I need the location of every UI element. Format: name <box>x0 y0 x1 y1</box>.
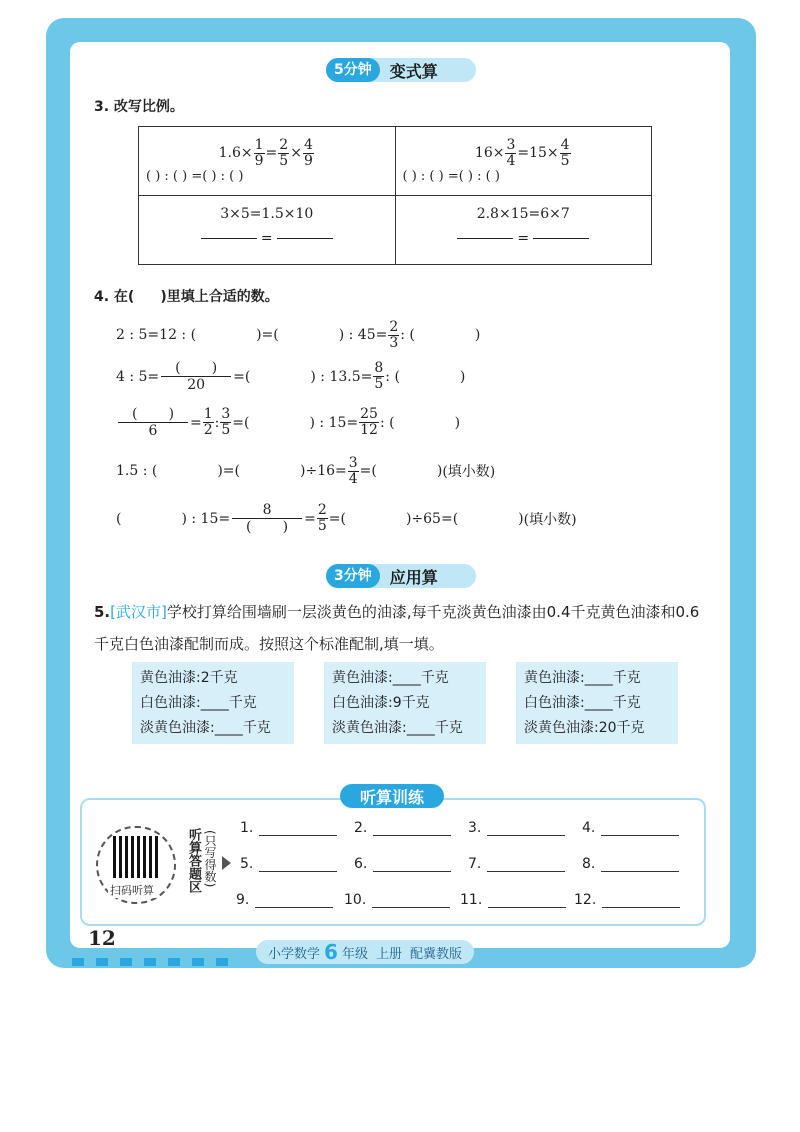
section-title: 应用算 <box>389 567 438 587</box>
decor-dash <box>168 958 180 966</box>
paint-box-3: 黄色油漆:____千克 白色油漆:____千克 淡黄色油漆:20千克 <box>516 662 678 744</box>
ratio-cell-4: 2.8×15=6×7 = <box>395 196 652 265</box>
answer-slot[interactable]: 1. <box>240 820 337 836</box>
ratio-blanks[interactable]: ( ) : ( ) =( ) : ( ) <box>402 168 500 184</box>
section-title: 变式算 <box>389 61 438 81</box>
answer-slot[interactable]: 4. <box>582 820 679 836</box>
answer-slot[interactable]: 8. <box>582 856 679 872</box>
paint-box-1: 黄色油漆:2千克 白色油漆:____千克 淡黄色油漆:____千克 <box>132 662 294 744</box>
ratio-table <box>138 126 652 265</box>
region-tag: [武汉市] <box>110 603 167 621</box>
equation-row-5: ( ) : 15= $\frac{8}{( )}$ = $\frac{2}{5}$ =( )÷65=( ) (填小数) <box>116 502 577 535</box>
time-badge: 5分钟 <box>326 58 380 82</box>
answer-slot[interactable]: 5. <box>240 856 337 872</box>
question-4-label: 4. 在( )里填上合适的数。 <box>94 289 279 305</box>
ratio-cell-3: 3×5=1.5×10 = <box>139 196 396 265</box>
equation-row-2: 4 : 5= $\frac{( )}{20}$ =( ) : 13.5= $\frac{8}{5}$ : ( ) <box>116 360 466 393</box>
equation-row-3: $\frac{( )}{6}$ = $\frac{1}{2}$ : $\frac{3}{5}$ =( ) : 15= $\frac{25}{12}$ : ( ) <box>116 406 460 439</box>
decor-dash <box>120 958 132 966</box>
equation-row-1: 2 : 5=12 : ( )=( ) : 45= $\frac{2}{3}$ : ( ) <box>116 319 481 351</box>
section-header-mental <box>326 58 476 82</box>
decor-dash <box>216 958 228 966</box>
page-number: 12 <box>88 926 116 950</box>
answer-slot[interactable]: 11. <box>460 892 566 908</box>
decor-dash <box>96 958 108 966</box>
answer-slot[interactable]: 10. <box>344 892 450 908</box>
decor-dash <box>144 958 156 966</box>
book-footer: 小学数学 6 年级 上册 配冀教版 <box>256 940 474 964</box>
answer-slot[interactable]: 3. <box>468 820 565 836</box>
answer-slot[interactable]: 9. <box>236 892 333 908</box>
question-5-text: 5.[武汉市]学校打算给围墙刷一层淡黄色的油漆,每千克淡黄色油漆由0.4千克黄色油漆和0.6千克白色油漆配制而成。按照这个标准配制,填一填。 <box>94 603 700 653</box>
qr-icon <box>113 836 159 878</box>
answer-slot[interactable]: 7. <box>468 856 565 872</box>
answer-hint: (只写得数) <box>203 830 217 888</box>
ratio-cell-1: 1.6× $\frac{1}{9}$ = $\frac{2}{5}$ × $\frac{4}{9}$ ( ) : ( ) =( ) : ( ) <box>139 127 396 196</box>
arrow-icon <box>222 856 231 870</box>
section-header-applied <box>326 564 476 588</box>
answer-slot[interactable]: 12. <box>574 892 680 908</box>
ratio-blanks[interactable]: ( ) : ( ) =( ) : ( ) <box>146 168 244 184</box>
answer-slot[interactable]: 2. <box>354 820 451 836</box>
paint-box-2: 黄色油漆:____千克 白色油漆:9千克 淡黄色油漆:____千克 <box>324 662 486 744</box>
time-badge: 3分钟 <box>326 564 380 588</box>
listening-title: 听算训练 <box>340 784 444 808</box>
qr-code[interactable]: 扫码听算 <box>96 826 176 904</box>
question-3-label: 3. 改写比例。 <box>94 99 184 115</box>
ratio-cell-2: 16× $\frac{3}{4}$ =15× $\frac{4}{5}$ ( ) : ( ) =( ) : ( ) <box>395 127 652 196</box>
decor-dash <box>192 958 204 966</box>
equation-row-4: 1.5 : ( )=( )÷16= $\frac{3}{4}$ =( ) (填小数) <box>116 455 496 487</box>
decor-dash <box>72 958 84 966</box>
answer-area-label: 听算答题区 <box>186 828 201 893</box>
answer-slot[interactable]: 6. <box>354 856 451 872</box>
